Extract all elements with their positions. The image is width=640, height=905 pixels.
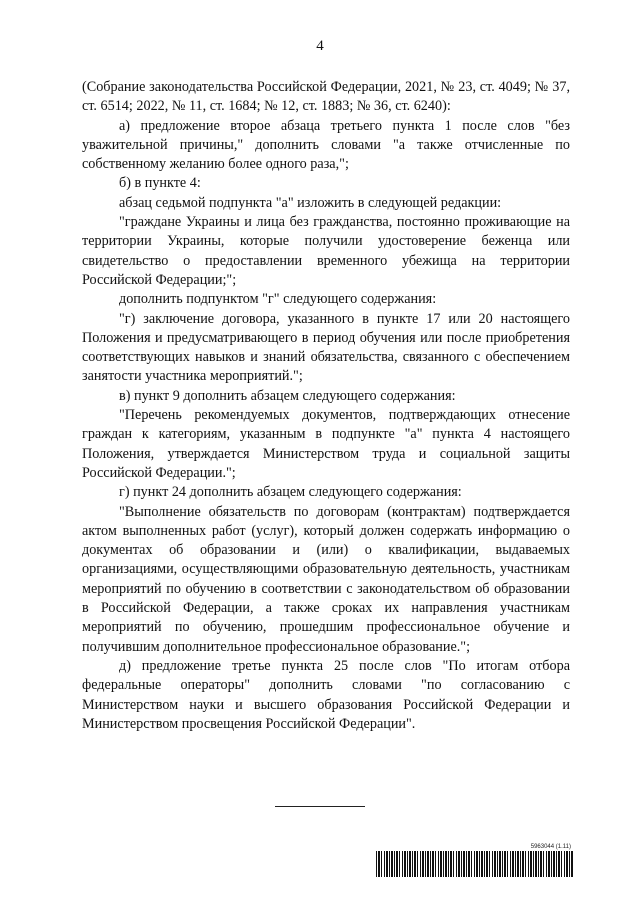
barcode: [376, 851, 573, 877]
document-code: 5963044 (1.11): [530, 844, 571, 850]
paragraph-source-citation: (Собрание законодательства Российской Федерации, 2021, № 23, ст. 4049; № 37, ст. 6514; 2022, № 11, ст. 1684; № 12, ст. 1883; № 36, ст. 6240):: [82, 79, 570, 115]
paragraph-item-v: в) пункт 9 дополнить абзацем следующего содержания:: [119, 387, 456, 404]
paragraph-item-d: д) предложение третье пункта 25 после слов "По итогам отбора федеральные операторы" дополнить словами "по согласованию с Министерством науки и высшего образования Российской Федерации и Министерством просвещения Российской Федерации".: [82, 657, 570, 732]
paragraph-item-b-add: дополнить подпунктом "г" следующего содержания:: [119, 291, 437, 308]
paragraph-item-g-quote: "Выполнение обязательств по договорам (контрактам) подтверждается актом выполненных работ (услуг), который должен содержать информацию о документах об образовании и (или) о квалификации, выдаваемых организациями, осуществляющими образовательную деятельность, участникам мероприятий по обучению в соответствии с законодательством об образовании в Российской Федерации, а также сроках их направления участникам мероприятий по обучению, прошедшим профессиональное обучение и получившим дополнительное профессиональное образование.";: [82, 503, 570, 655]
document-body: [82, 78, 570, 734]
page-number: 4: [316, 38, 324, 54]
paragraph-item-b-intro: абзац седьмой подпункта "а" изложить в следующей редакции:: [119, 194, 502, 211]
closing-divider: [275, 806, 365, 807]
paragraph-item-b: б) в пункте 4:: [119, 175, 201, 192]
paragraph-item-g: г) пункт 24 дополнить абзацем следующего содержания:: [119, 484, 462, 501]
paragraph-item-b-quote: "граждане Украины и лица без гражданства, постоянно проживающие на территории Украины, которые получили удостоверение беженца или свидетельство о предоставлении временного убежища на территории Российской Федерации;";: [82, 214, 570, 288]
paragraph-item-b-subitem-g: "г) заключение договора, указанного в пункте 17 или 20 настоящего Положения и предусматривающего в период обучения или после приобретения соответствующих навыков и знаний обязательства, связанного с обеспечением занятости участника мероприятий.";: [82, 310, 570, 385]
paragraph-item-a: а) предложение второе абзаца третьего пункта 1 после слов "без уважительной причины," дополнить словами "а также отчисленные по собственному желанию более одного раза,";: [82, 117, 570, 173]
paragraph-item-v-quote: "Перечень рекомендуемых документов, подтверждающих отнесение граждан к категориям, указанным в подпункте "а" пункта 4 настоящего Положения, утверждается Министерством труда и социальной защиты Российской Федерации.";: [82, 407, 570, 481]
